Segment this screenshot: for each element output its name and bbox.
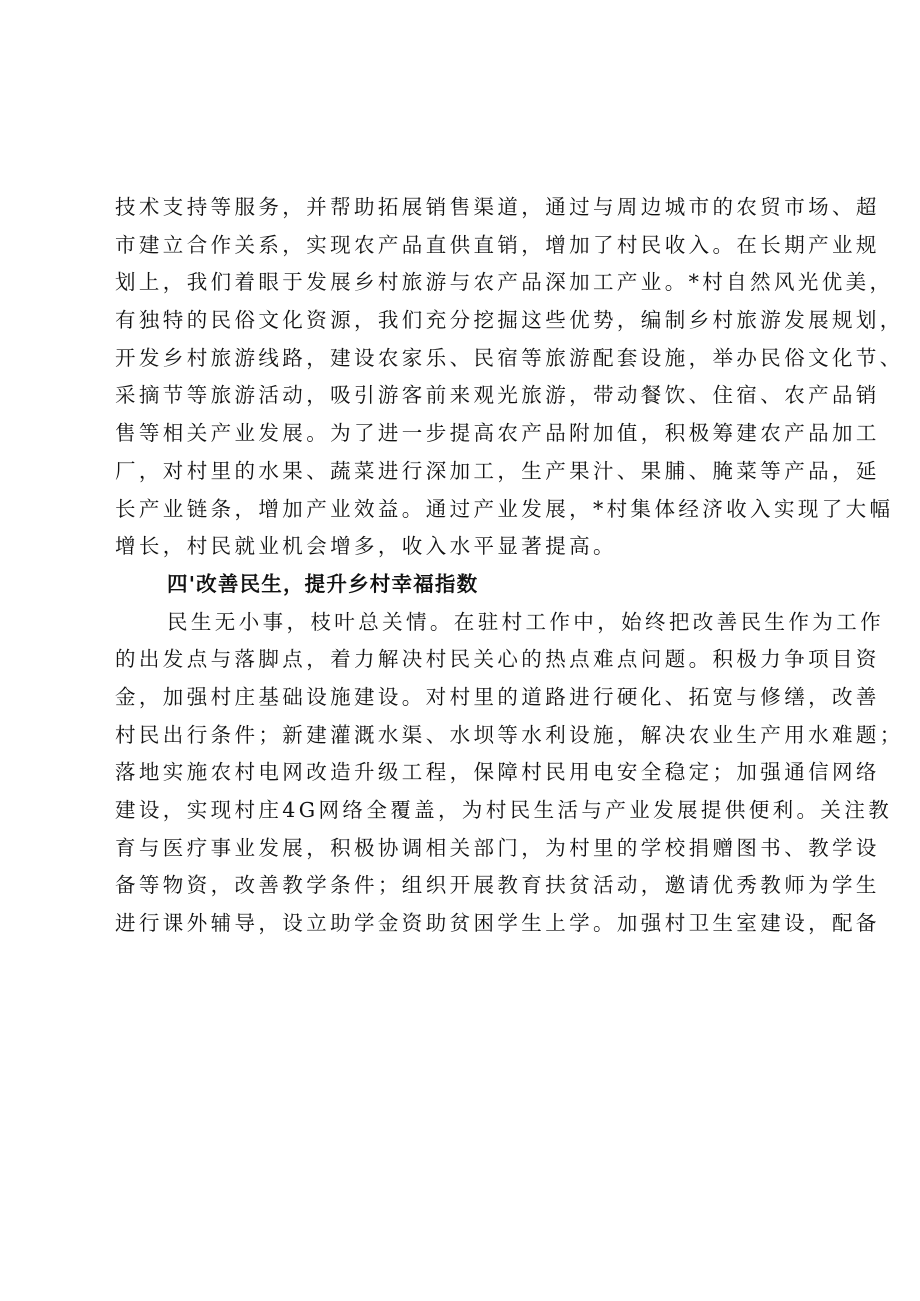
text-line: 长产业链条，增加产业效益。通过产业发展，*村集体经济收入实现了大幅 [115, 496, 894, 521]
text-line: 建设，实现村庄4G网络全覆盖，为村民生活与产业发展提供便利。关注教 [115, 798, 893, 822]
text-line: 进行课外辅导，设立助学金资助贫困学生上学。加强村卫生室建设，配备 [115, 911, 880, 936]
text-line: 厂，对村里的水果、蔬菜进行深加工，生产果汁、果脯、腌菜等产品，延 [115, 458, 880, 483]
paragraph-livelihood [115, 604, 904, 943]
text-line: 开发乡村旅游线路，建设农家乐、民宿等旅游配套设施，举办民俗文化节、 [115, 345, 904, 370]
text-line: 金，加强村庄基础设施建设。对村里的道路进行硬化、拓宽与修缮，改善 [115, 684, 880, 709]
text-line: 市建立合作关系，实现农产品直供直销，增加了村民收入。在长期产业规 [115, 232, 880, 257]
text-line: 售等相关产业发展。为了进一步提高农产品附加值，积极筹建农产品加工 [115, 421, 880, 446]
text-line: 有独特的民俗文化资源，我们充分挖掘这些优势，编制乡村旅游发展规划， [115, 308, 904, 333]
text-line: 的出发点与落脚点，着力解决村民关心的热点难点问题。积极力争项目资 [115, 647, 880, 672]
text-line: 备等物资，改善教学条件；组织开展教育扶贫活动，邀请优秀教师为学生 [115, 873, 880, 898]
text-line: 落地实施农村电网改造升级工程，保障村民用电安全稳定；加强通信网络 [115, 760, 880, 785]
section-heading: 四'改善民生，提升乡村幸福指数 [167, 571, 479, 596]
paragraph-industry [115, 189, 904, 566]
text-line: 村民出行条件；新建灌溉水渠、水坝等水利设施，解决农业生产用水难题； [115, 722, 904, 747]
text-line: 划上，我们着眼于发展乡村旅游与农产品深加工产业。*村自然风光优美， [115, 270, 894, 295]
text-line: 采摘节等旅游活动，吸引游客前来观光旅游，带动餐饮、住宿、农产品销 [115, 383, 880, 408]
text-line: 民生无小事，枝叶总关情。在驻村工作中，始终把改善民生作为工作 [167, 609, 884, 634]
text-line: 增长，村民就业机会增多，收入水平显著提高。 [115, 534, 617, 559]
document-body [115, 189, 904, 943]
text-line: 技术支持等服务，并帮助拓展销售渠道，通过与周边城市的农贸市场、超 [115, 195, 880, 219]
text-line: 育与医疗事业发展，积极协调相关部门，为村里的学校捐赠图书、教学设 [115, 835, 880, 860]
